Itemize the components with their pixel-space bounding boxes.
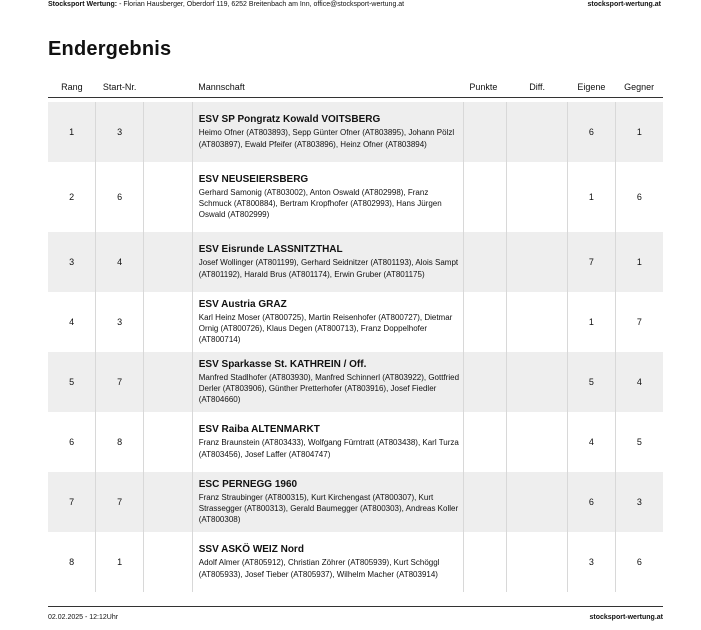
column-header-empty	[143, 77, 192, 98]
empty-cell	[143, 532, 192, 592]
table-row	[48, 162, 663, 232]
table-header-row	[48, 77, 663, 98]
points-cell	[463, 352, 506, 412]
column-header-rang: Rang	[48, 77, 96, 98]
rang-cell: 2	[69, 192, 75, 202]
start-number-cell: 4	[96, 232, 144, 292]
column-header-eigene: Eigene	[568, 77, 616, 98]
header-info	[48, 0, 404, 12]
diff-cell	[507, 472, 568, 532]
own-score-cell: 6	[568, 102, 616, 162]
points-cell	[463, 232, 506, 292]
results-table	[48, 77, 663, 592]
results-body	[48, 98, 663, 593]
column-header-diff: Diff.	[507, 77, 568, 98]
diff-cell	[507, 532, 568, 592]
rang-cell: 5	[48, 352, 96, 412]
rang-cell: 1	[48, 102, 96, 162]
team-cell	[192, 162, 463, 232]
team-name: ESV Eisrunde LASSNITZTHAL	[198, 244, 343, 256]
opponent-score-cell: 4	[615, 352, 663, 412]
start-number-cell: 7	[96, 352, 144, 412]
page-title: Endergebnis	[48, 38, 172, 60]
column-header-punkte: Punkte	[463, 77, 506, 98]
team-name: ESV SP Pongratz Kowald VOITSBERG	[198, 114, 381, 126]
team-cell	[192, 412, 463, 472]
diff-cell	[507, 102, 568, 162]
header-label: Stocksport Wertung:	[48, 1, 118, 8]
team-cell	[192, 532, 463, 592]
diff-cell	[507, 232, 568, 292]
table-row	[48, 472, 663, 532]
opponent-score-cell: 1	[615, 102, 663, 162]
column-header-team: Mannschaft	[192, 77, 463, 98]
points-cell	[463, 102, 506, 162]
footer-site: stocksport-wertung.at	[589, 613, 663, 621]
start-number-cell: 3	[96, 102, 144, 162]
team-members: Franz Braunstein (AT803433), Wolfgang Fürntratt (AT803438), Karl Turza (AT803456), Josef Laffer (AT804747)	[198, 438, 459, 459]
top-header-bar	[48, 0, 661, 12]
team-name: ESV Raiba ALTENMARKT	[198, 424, 320, 436]
header-site: stocksport-wertung.at	[587, 1, 661, 8]
team-cell	[192, 292, 463, 352]
rang-cell: 4	[69, 317, 75, 327]
own-score-cell: 5	[568, 352, 616, 412]
team-members: Franz Straubinger (AT800315), Kurt Kirchengast (AT800307), Kurt Strassegger (AT800313), Gerald Baumegger (AT800303), Andreas Koller (AT800308)	[198, 492, 459, 525]
diff-cell	[507, 412, 568, 472]
column-header-gegner: Gegner	[615, 77, 663, 98]
team-members: Gerhard Samonig (AT803002), Anton Oswald (AT802998), Franz Schmuck (AT800884), Bertram Kropfhofer (AT802993), Hans Jürgen Oswald (AT802999)	[198, 187, 442, 220]
opponent-score-cell: 5	[615, 412, 663, 472]
team-members: Manfred Stadlhofer (AT803930), Manfred Schinnerl (AT803922), Gottfried Derler (AT803906), Günther Pretterhofer (AT803916), Josef Fiedler (AT804660)	[198, 372, 460, 405]
empty-cell	[143, 232, 192, 292]
diff-cell	[507, 162, 568, 232]
column-header-start: Start-Nr.	[96, 77, 144, 98]
own-score-cell: 6	[568, 472, 616, 532]
rang-cell: 8	[69, 557, 75, 567]
rang-cell: 6	[69, 437, 75, 447]
start-number-cell: 6	[96, 162, 144, 232]
start-number-cell: 7	[96, 472, 144, 532]
opponent-score-cell: 7	[615, 292, 663, 352]
empty-cell	[143, 412, 192, 472]
table-row	[48, 352, 663, 412]
opponent-score-cell: 6	[615, 532, 663, 592]
team-members: Adolf Almer (AT805912), Christian Zöhrer (AT805939), Kurt Schöggl (AT805933), Josef Tieber (AT805937), Wilhelm Macher (AT803914)	[198, 558, 440, 579]
team-name: ESV Sparkasse St. KATHREIN / Off.	[198, 358, 367, 370]
empty-cell	[143, 472, 192, 532]
table-row	[48, 292, 663, 352]
diff-cell	[507, 292, 568, 352]
team-name: ESC PERNEGG 1960	[198, 478, 298, 490]
team-name: ESV Austria GRAZ	[198, 298, 287, 310]
rang-cell: 3	[48, 232, 96, 292]
rang-cell: 7	[48, 472, 96, 532]
own-score-cell: 4	[568, 412, 616, 472]
team-members: Josef Wollinger (AT801199), Gerhard Seidnitzer (AT801193), Alois Sampt (AT801192), Harald Brus (AT801174), Erwin Gruber (AT801175)	[198, 258, 459, 279]
opponent-score-cell: 6	[615, 162, 663, 232]
table-row	[48, 532, 663, 592]
points-cell	[463, 292, 506, 352]
page-footer	[48, 606, 663, 627]
own-score-cell: 7	[568, 232, 616, 292]
team-cell	[192, 102, 463, 162]
opponent-score-cell: 3	[615, 472, 663, 532]
start-number-cell: 8	[96, 412, 144, 472]
team-cell	[192, 232, 463, 292]
header-organizer: - Florian Hausberger, Oberdorf 119, 6252 Breitenbach am Inn, office@stocksport-wertung.at	[119, 1, 405, 8]
points-cell	[463, 532, 506, 592]
team-name: ESV NEUSEIERSBERG	[198, 173, 309, 185]
start-number-cell: 1	[96, 532, 144, 592]
empty-cell	[143, 102, 192, 162]
own-score-cell: 1	[568, 162, 616, 232]
opponent-score-cell: 1	[615, 232, 663, 292]
team-members: Heimo Ofner (AT803893), Sepp Günter Ofner (AT803895), Johann Pölzl (AT803897), Ewald Pfeifer (AT803896), Heinz Ofner (AT803894)	[198, 128, 455, 149]
empty-cell	[143, 162, 192, 232]
team-name: SSV ASKÖ WEIZ Nord	[198, 544, 304, 556]
diff-cell	[507, 352, 568, 412]
table-row	[48, 102, 663, 162]
table-row	[48, 232, 663, 292]
points-cell	[463, 162, 506, 232]
footer-date: 02.02.2025 - 12:12Uhr	[48, 613, 119, 621]
points-cell	[463, 412, 506, 472]
own-score-cell: 1	[568, 292, 616, 352]
team-cell	[192, 352, 463, 412]
empty-cell	[143, 352, 192, 412]
start-number-cell: 3	[96, 292, 144, 352]
team-members: Karl Heinz Moser (AT800725), Martin Reisenhofer (AT800727), Dietmar Ornig (AT800726), Klaus Degen (AT800713), Franz Doppelhofer (AT800714)	[198, 312, 453, 345]
team-cell	[192, 472, 463, 532]
points-cell	[463, 472, 506, 532]
table-row	[48, 412, 663, 472]
empty-cell	[143, 292, 192, 352]
own-score-cell: 3	[568, 532, 616, 592]
